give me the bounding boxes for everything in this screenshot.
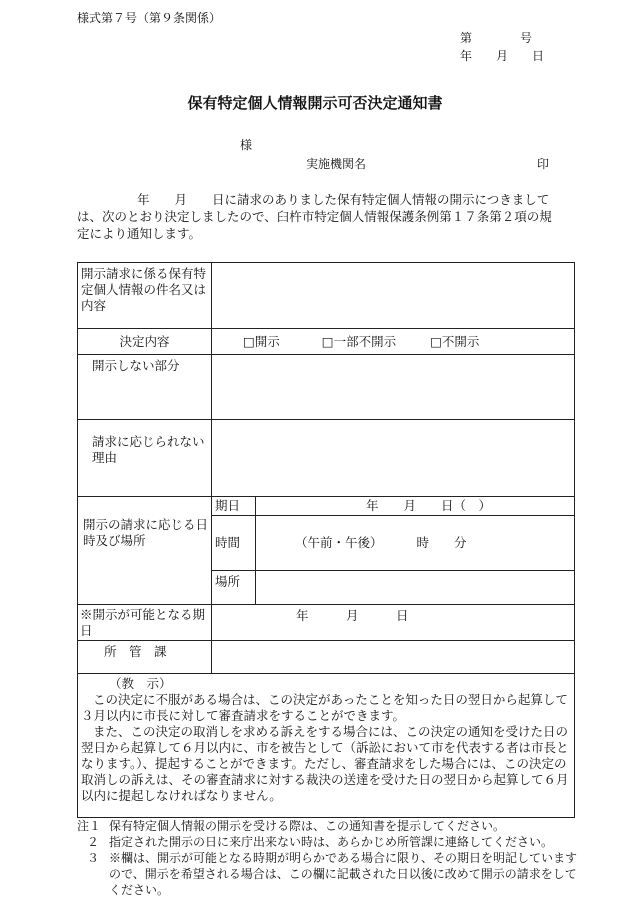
note-item [77, 850, 587, 898]
subject-field [212, 263, 575, 329]
option-disclose: □開示 [243, 333, 280, 349]
undisclosed-label: 開示しない部分 [78, 355, 212, 420]
reason-label: 請求に応じられない理由 [78, 420, 212, 497]
instruction-title: （教 示） [109, 676, 172, 691]
undisclosed-field [212, 355, 575, 420]
note-number: ２ [86, 835, 99, 849]
schedule-date-value: 年 月 日（ ） [256, 497, 575, 516]
possible-date-label: ※開示が可能となる期日 [78, 605, 212, 641]
schedule-label: 開示の請求に応じる日時及び場所 [78, 497, 212, 605]
schedule-place-label: 場所 [212, 571, 256, 605]
note-number: 注１ [77, 819, 102, 833]
note-text: 保有特定個人情報の開示を受ける際は、この通知書を提示してください。 [109, 819, 506, 833]
decision-row [78, 329, 575, 355]
department-label: 所 管 課 [78, 641, 212, 674]
notice-body: 年 月 日に請求のありました保有特定個人情報の開示につきましては、次のとおり決定しましたので、臼杵市特定個人情報保護条例第１７条第２項の規定により通知します。 [77, 192, 552, 241]
option-nondisclose: □不開示 [430, 333, 480, 349]
schedule-date-label: 期日 [212, 497, 256, 516]
agency-name-label: 実施機関名 [306, 157, 367, 171]
notes [77, 818, 587, 898]
reason-field [212, 420, 575, 497]
option-partial-nondisclose: □一部不開示 [321, 333, 397, 349]
instruction-block [78, 674, 575, 818]
schedule-time-value: 時 分 [416, 535, 467, 550]
schedule-time-label: 時間 [212, 516, 256, 571]
instruction-lawsuit: また、この決定の取消しを求める訴えをする場合には、この決定の通知を受けた日の翌日から起算して６月以内に、市を被告として（訴訟において市を代表する者は市長となります。）、提起することができます。ただし、審査請求をした場合には、この決定の取消しの訴えは、その審査請求に対する裁決の送達を受けた日の翌日から起算して６月以内に提起しなければなりません。 [81, 724, 569, 803]
department-field [212, 641, 575, 674]
kyouji-row [78, 674, 575, 818]
decision-label: 決定内容 [78, 329, 212, 355]
schedule-place-field [256, 571, 575, 605]
possible-date-row [78, 605, 575, 641]
possible-date-value: 年 月 日 [212, 605, 575, 641]
decision-options [212, 329, 575, 355]
instruction-appeal: この決定に不服がある場合は、この決定があったことを知った日の翌日から起算して３月以内に市長に対して審査請求をすることができます。 [81, 692, 568, 723]
note-item [77, 818, 587, 834]
department-row [78, 641, 575, 674]
form-number: 様式第７号（第９条関係） [77, 11, 222, 25]
decision-table [77, 262, 575, 818]
schedule-date-row [78, 497, 575, 516]
seal-mark: 印 [537, 157, 550, 171]
note-item [77, 834, 587, 850]
note-text: ※欄は、開示が可能となる時期が明らかである場合に限り、その期日を明記していますので、開示を希望される場合は、この欄に記載された日以後に改めて開示の請求をしてください。 [109, 851, 578, 897]
subject-row [78, 263, 575, 329]
addressee-sama: 様 [240, 138, 253, 152]
document-title: 保有特定個人情報開示可否決定通知書 [187, 94, 443, 112]
document-date: 年 月 日 [460, 49, 545, 63]
note-number: ３ [86, 851, 99, 865]
reason-row [78, 420, 575, 497]
document-number: 第 号 [460, 31, 533, 45]
subject-label: 開示請求に係る保有特定個人情報の件名又は内容 [78, 263, 212, 329]
note-text: 指定された開示の日に来庁出来ない時は、あらかじめ所管課に連絡してください。 [109, 835, 554, 849]
schedule-time-field [256, 516, 575, 571]
undisclosed-row [78, 355, 575, 420]
schedule-time-ampm: （午前・午後） [295, 535, 383, 550]
